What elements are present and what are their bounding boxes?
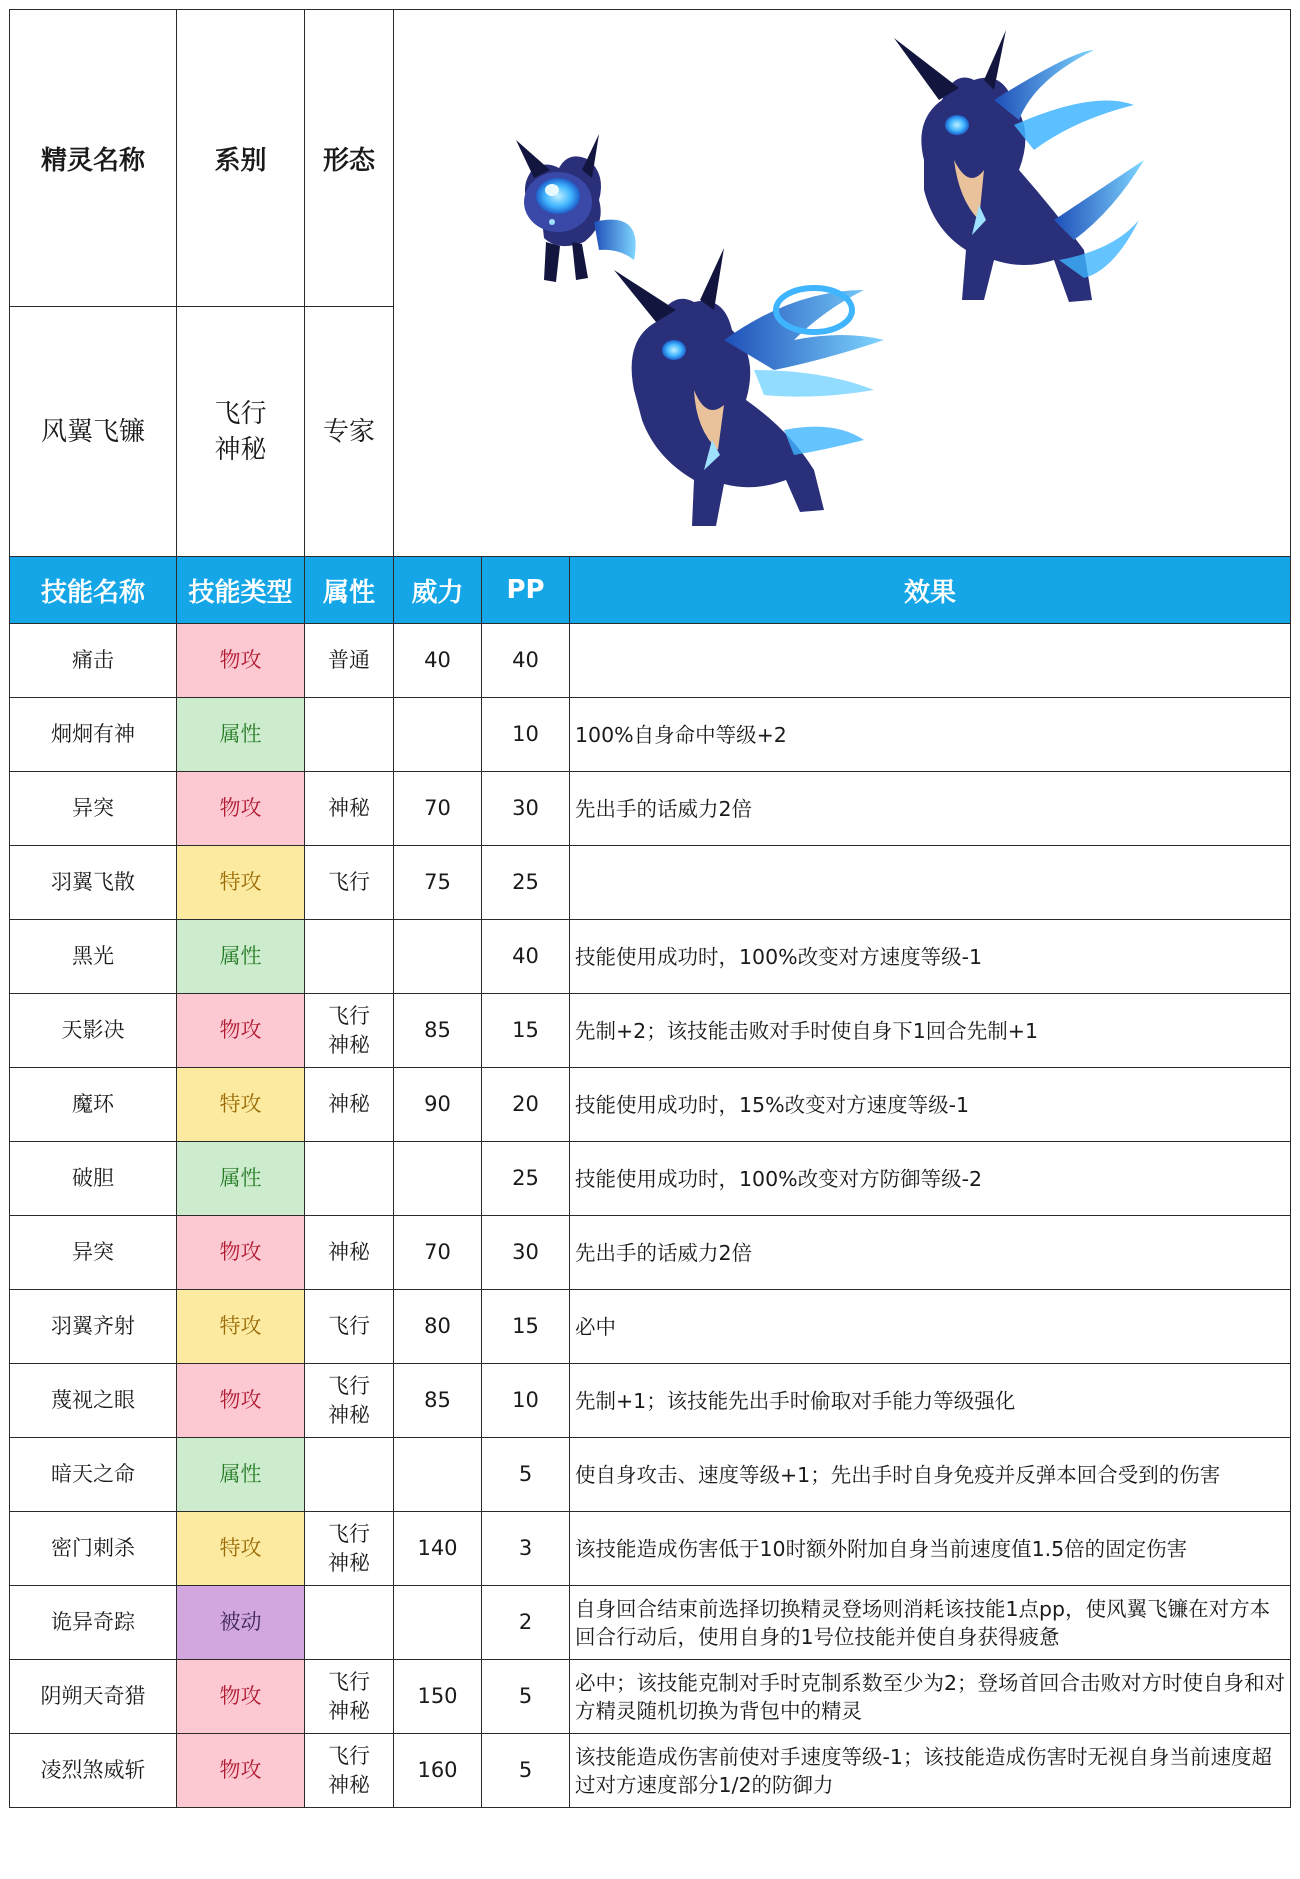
- skill-name: 魔环: [10, 1068, 177, 1142]
- skill-power: 70: [394, 1216, 482, 1290]
- attribute-value: 普通: [328, 648, 370, 672]
- skill-attribute: [305, 1586, 394, 1660]
- skill-type: 物攻: [177, 624, 305, 698]
- skill-pp: 2: [482, 1586, 570, 1660]
- final-form-illustration: [614, 248, 884, 526]
- skill-power: [394, 1142, 482, 1216]
- skill-type: 属性: [177, 1142, 305, 1216]
- skill-attribute: [305, 1734, 394, 1808]
- skill-table: [9, 9, 1291, 1808]
- skill-effect: 必中: [570, 1290, 1291, 1364]
- element-header: 系别: [177, 10, 305, 307]
- skill-name: 阴朔天奇猎: [10, 1660, 177, 1734]
- skill-type: 属性: [177, 1438, 305, 1512]
- skill-attribute: [305, 1142, 394, 1216]
- table-row: [10, 1660, 1291, 1734]
- skill-effect: 先制+1；该技能先出手时偷取对手能力等级强化: [570, 1364, 1291, 1438]
- skill-power: 85: [394, 994, 482, 1068]
- skill-attribute: [305, 1364, 394, 1438]
- col-skill-name: 技能名称: [10, 557, 177, 624]
- col-attribute: 属性: [305, 557, 394, 624]
- skill-attribute: [305, 1512, 394, 1586]
- skill-pp: 25: [482, 846, 570, 920]
- skill-effect: 技能使用成功时，15%改变对方速度等级-1: [570, 1068, 1291, 1142]
- skill-power: 85: [394, 1364, 482, 1438]
- skill-effect: 该技能造成伤害低于10时额外附加自身当前速度值1.5倍的固定伤害: [570, 1512, 1291, 1586]
- skill-effect: 先出手的话威力2倍: [570, 1216, 1291, 1290]
- skill-effect: 使自身攻击、速度等级+1；先出手时自身免疫并反弹本回合受到的伤害: [570, 1438, 1291, 1512]
- skill-power: 150: [394, 1660, 482, 1734]
- attribute-value: 神秘: [328, 1092, 370, 1116]
- skill-effect: 该技能造成伤害前使对手速度等级-1；该技能造成伤害时无视自身当前速度超过对方速度部分1/2的防御力: [570, 1734, 1291, 1808]
- table-row: [10, 1438, 1291, 1512]
- skill-type: 属性: [177, 920, 305, 994]
- small-form-illustration: [516, 134, 636, 282]
- skill-pp: 25: [482, 1142, 570, 1216]
- attribute-value: 飞行: [328, 1521, 370, 1546]
- skill-power: [394, 1586, 482, 1660]
- col-power: 威力: [394, 557, 482, 624]
- skill-pp: 40: [482, 624, 570, 698]
- skill-effect: [570, 846, 1291, 920]
- attribute-value: 飞行: [328, 1743, 370, 1768]
- attribute-value: 神秘: [328, 796, 370, 820]
- table-row: [10, 1586, 1291, 1660]
- attribute-value: 神秘: [328, 1402, 370, 1427]
- skill-power: 40: [394, 624, 482, 698]
- skill-attribute: [305, 846, 394, 920]
- skill-pp: 5: [482, 1438, 570, 1512]
- skill-name: 凌烈煞威斩: [10, 1734, 177, 1808]
- skill-attribute: [305, 1216, 394, 1290]
- skill-power: 140: [394, 1512, 482, 1586]
- skill-name: 黑光: [10, 920, 177, 994]
- table-row: [10, 1142, 1291, 1216]
- skill-pp: 30: [482, 772, 570, 846]
- element-1: 飞行: [214, 398, 267, 429]
- pet-artwork: [394, 10, 1291, 557]
- skill-pp: 15: [482, 1290, 570, 1364]
- col-skill-type: 技能类型: [177, 557, 305, 624]
- skill-attribute: [305, 1290, 394, 1364]
- skill-type: 特攻: [177, 1512, 305, 1586]
- skill-effect: 技能使用成功时，100%改变对方速度等级-1: [570, 920, 1291, 994]
- skill-power: [394, 698, 482, 772]
- skill-attribute: [305, 1068, 394, 1142]
- large-form-illustration: [894, 30, 1144, 302]
- skill-name: 羽翼飞散: [10, 846, 177, 920]
- skill-name: 羽翼齐射: [10, 1290, 177, 1364]
- table-row: [10, 994, 1291, 1068]
- skill-type: 被动: [177, 1586, 305, 1660]
- skill-type: 物攻: [177, 1734, 305, 1808]
- skill-power: 70: [394, 772, 482, 846]
- skill-attribute: [305, 698, 394, 772]
- skill-power: 75: [394, 846, 482, 920]
- table-header-row: [10, 557, 1291, 624]
- skill-pp: 40: [482, 920, 570, 994]
- table-row: [10, 698, 1291, 772]
- skill-type: 特攻: [177, 1290, 305, 1364]
- skill-effect: 100%自身命中等级+2: [570, 698, 1291, 772]
- pet-form: 专家: [305, 307, 394, 557]
- skill-name: 诡异奇踪: [10, 1586, 177, 1660]
- skill-pp: 15: [482, 994, 570, 1068]
- table-row: [10, 920, 1291, 994]
- skill-type: 物攻: [177, 1216, 305, 1290]
- pet-illustrations: [394, 10, 1291, 557]
- attribute-value: 神秘: [328, 1550, 370, 1575]
- skill-type: 特攻: [177, 1068, 305, 1142]
- pet-name: 风翼飞镰: [10, 307, 177, 557]
- skill-power: 90: [394, 1068, 482, 1142]
- skill-effect: 自身回合结束前选择切换精灵登场则消耗该技能1点pp，使风翼飞镰在对方本回合行动后，使用自身的1号位技能并使自身获得疲惫: [570, 1586, 1291, 1660]
- skill-power: 160: [394, 1734, 482, 1808]
- skill-pp: 30: [482, 1216, 570, 1290]
- skill-power: [394, 920, 482, 994]
- skill-name: 异突: [10, 772, 177, 846]
- table-row: [10, 1364, 1291, 1438]
- skill-attribute: [305, 772, 394, 846]
- skill-pp: 10: [482, 698, 570, 772]
- skill-pp: 5: [482, 1734, 570, 1808]
- attribute-value: 神秘: [328, 1698, 370, 1723]
- skill-type: 特攻: [177, 846, 305, 920]
- skill-type: 属性: [177, 698, 305, 772]
- form-header: 形态: [305, 10, 394, 307]
- skill-attribute: [305, 920, 394, 994]
- skill-pp: 20: [482, 1068, 570, 1142]
- skill-attribute: [305, 1660, 394, 1734]
- skill-effect: 先制+2；该技能击败对手时使自身下1回合先制+1: [570, 994, 1291, 1068]
- table-row: [10, 846, 1291, 920]
- attribute-value: 飞行: [328, 1669, 370, 1694]
- skill-name: 炯炯有神: [10, 698, 177, 772]
- skill-pp: 10: [482, 1364, 570, 1438]
- table-row: [10, 1068, 1291, 1142]
- skill-name: 暗天之命: [10, 1438, 177, 1512]
- pet-elements: [177, 307, 305, 557]
- skill-effect: 技能使用成功时，100%改变对方防御等级-2: [570, 1142, 1291, 1216]
- skill-power: 80: [394, 1290, 482, 1364]
- skill-name: 痛击: [10, 624, 177, 698]
- element-2: 神秘: [214, 434, 267, 465]
- skill-attribute: [305, 624, 394, 698]
- col-pp: PP: [482, 557, 570, 624]
- attribute-value: 飞行: [328, 1373, 370, 1398]
- attribute-value: 神秘: [328, 1240, 370, 1264]
- skill-attribute: [305, 994, 394, 1068]
- col-effect: 效果: [570, 557, 1291, 624]
- table-row: [10, 1290, 1291, 1364]
- skill-effect: 必中；该技能克制对手时克制系数至少为2；登场首回合击败对方时使自身和对方精灵随机切换为背包中的精灵: [570, 1660, 1291, 1734]
- skill-type: 物攻: [177, 994, 305, 1068]
- skill-type: 物攻: [177, 1660, 305, 1734]
- attribute-value: 飞行: [328, 1314, 370, 1338]
- attribute-value: 飞行: [328, 1003, 370, 1028]
- name-header: 精灵名称: [10, 10, 177, 307]
- skill-pp: 3: [482, 1512, 570, 1586]
- skill-name: 异突: [10, 1216, 177, 1290]
- table-row: [10, 1734, 1291, 1808]
- skill-pp: 5: [482, 1660, 570, 1734]
- skill-effect: 先出手的话威力2倍: [570, 772, 1291, 846]
- skill-attribute: [305, 1438, 394, 1512]
- skill-name: 密门刺杀: [10, 1512, 177, 1586]
- table-row: [10, 772, 1291, 846]
- skill-effect: [570, 624, 1291, 698]
- skill-type: 物攻: [177, 1364, 305, 1438]
- skill-name: 破胆: [10, 1142, 177, 1216]
- attribute-value: 飞行: [328, 870, 370, 894]
- skill-name: 天影决: [10, 994, 177, 1068]
- attribute-value: 神秘: [328, 1772, 370, 1797]
- table-row: [10, 624, 1291, 698]
- table-row: [10, 1216, 1291, 1290]
- skill-type: 物攻: [177, 772, 305, 846]
- skill-name: 蔑视之眼: [10, 1364, 177, 1438]
- skill-power: [394, 1438, 482, 1512]
- attribute-value: 神秘: [328, 1032, 370, 1057]
- table-row: [10, 1512, 1291, 1586]
